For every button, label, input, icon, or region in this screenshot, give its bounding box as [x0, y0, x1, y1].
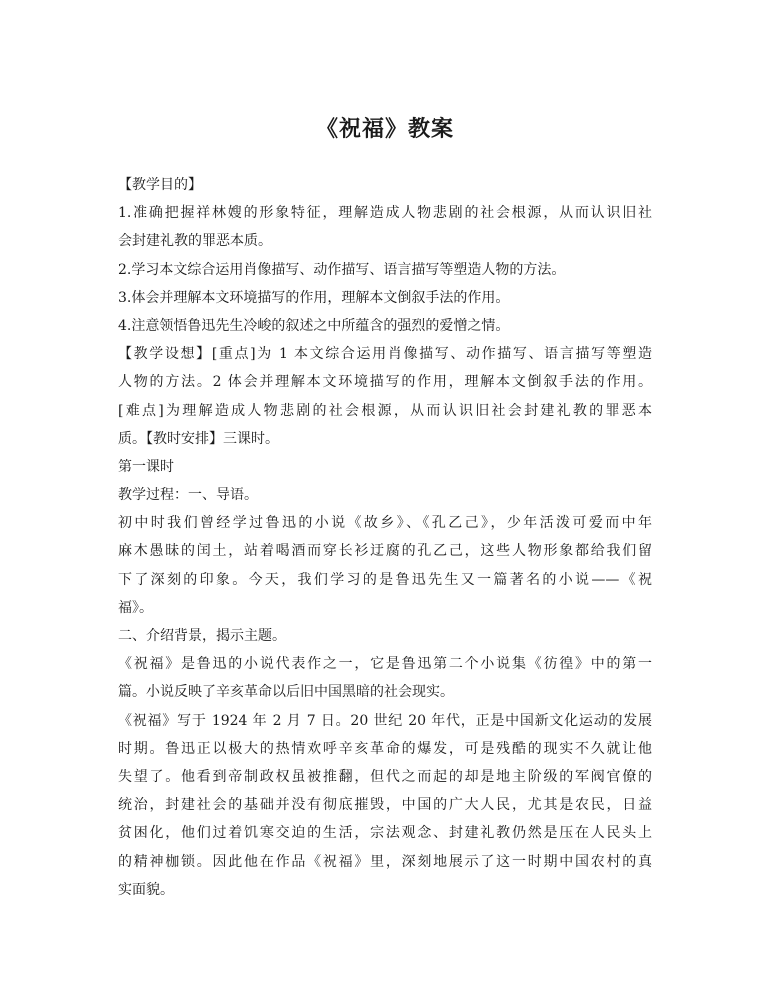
- text-line: 福》。: [118, 599, 153, 616]
- text-line: 人物的方法。2 体会并理解本文环境描写的作用，理解本文倒叙手法的作用。: [118, 374, 652, 391]
- text-line: 贫困化，他们过着饥寒交迫的生活，宗法观念、封建礼教仍然是压在人民头上: [118, 825, 652, 842]
- text-line: 【教学设想】[重点]为 1 本文综合运用肖像描写、动作描写、语言描写等塑造: [118, 346, 652, 363]
- text-line: 1.准确把握祥林嫂的形象特征，理解造成人物悲剧的社会根源，从而认识旧社: [118, 205, 652, 222]
- text-line: 的精神枷锁。因此他在作品《祝福》里，深刻地展示了这一时期中国农村的真: [118, 853, 652, 870]
- section-heading: 二、介绍背景，揭示主题。: [118, 628, 286, 644]
- text-line: [难点]为理解造成人物悲剧的社会根源，从而认识旧社会封建礼教的罪恶本: [118, 402, 652, 419]
- text-line: 4.注意领悟鲁迅先生冷峻的叙述之中所蕴含的强烈的爱憎之情。: [118, 317, 510, 334]
- heading-teaching-objectives: 【教学目的】: [118, 177, 202, 193]
- text-line: 实面貌。: [118, 881, 174, 898]
- text-line: 质。【教时安排】三课时。: [118, 430, 279, 447]
- text-line: 初中时我们曾经学过鲁迅的小说《故乡》、《孔乙己》，少年活泼可爱而中年: [118, 515, 652, 532]
- text-line: 2.学习本文综合运用肖像描写、动作描写、语言描写等塑造人物的方法。: [118, 261, 566, 278]
- text-line: 统治，封建社会的基础并没有彻底摧毁，中国的广大人民，尤其是农民，日益: [118, 797, 652, 814]
- text-line: 麻木愚昧的闰土，站着喝酒而穿长衫迂腐的孔乙己，这些人物形象都给我们留: [118, 543, 652, 560]
- text-line: 篇。小说反映了辛亥革命以后旧中国黑暗的社会现实。: [118, 684, 454, 701]
- text-line: 3.体会并理解本文环境描写的作用，理解本文倒叙手法的作用。: [118, 289, 510, 306]
- text-line: 《祝福》是鲁迅的小说代表作之一，它是鲁迅第二个小说集《彷徨》中的第一: [118, 656, 652, 673]
- text-line: 失望了。他看到帝制政权虽被推翻，但代之而起的却是地主阶级的军阀官僚的: [118, 768, 652, 785]
- lesson-heading: 第一课时: [118, 458, 174, 475]
- text-line: 《祝福》写于 1924 年 2 月 7 日。20 世纪 20 年代，正是中国新文化运动的发展: [118, 712, 652, 729]
- text-line: 会封建礼教的罪恶本质。: [118, 233, 272, 250]
- document-body: [118, 171, 652, 904]
- text-line: 时期。鲁迅正以极大的热情欢呼辛亥革命的爆发，可是残酷的现实不久就让他: [118, 740, 652, 757]
- page-title: 《祝福》教案: [315, 116, 454, 142]
- text-line: 教学过程：一、导语。: [118, 487, 258, 504]
- text-line: 下了深刻的印象。今天，我们学习的是鲁迅先生又一篇著名的小说——《祝: [118, 571, 652, 588]
